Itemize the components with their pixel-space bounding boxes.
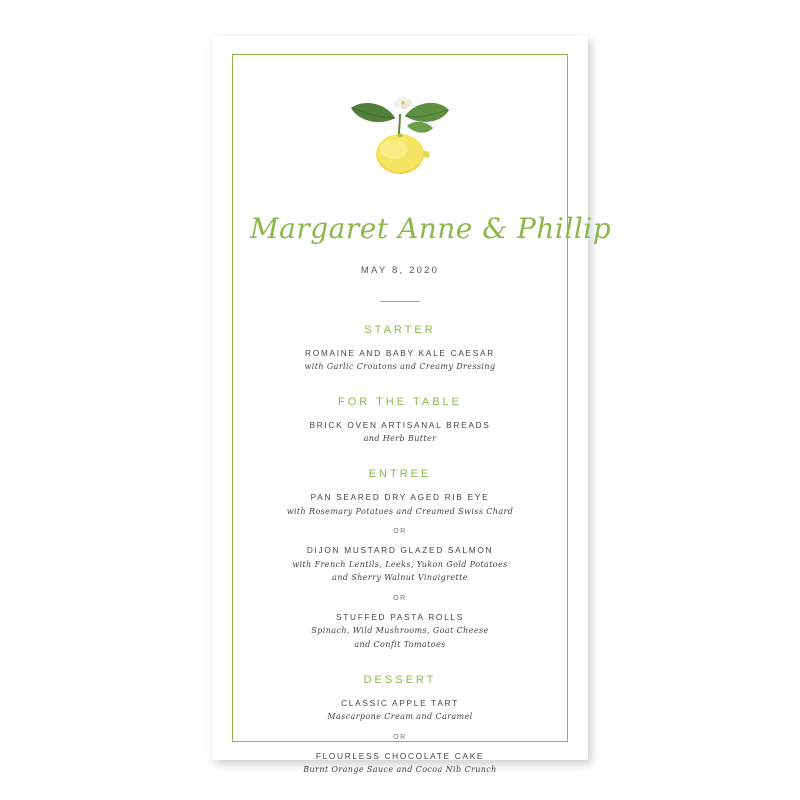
course-starter — [250, 324, 550, 374]
option-separator: OR — [393, 733, 407, 741]
dish-name: FLOURLESS CHOCOLATE CAKE — [315, 750, 485, 761]
dish-description: with Rosemary Potatoes and Creamed Swiss Chard — [286, 506, 514, 516]
dish-description-line2: and Sherry Walnut Vinaigrette — [332, 573, 468, 583]
course-for-the-table — [250, 396, 550, 446]
dish-description: with French Lentils, Leeks, Yukon Gold Potatoes — [292, 559, 508, 569]
dish-description-line2: and Confit Tomatoes — [354, 639, 446, 649]
menu-option — [250, 610, 550, 652]
dish-description: Burnt Orange Sauce and Cocoa Nib Crunch — [303, 765, 497, 775]
couple-names: Margaret Anne & Phillip — [250, 212, 612, 245]
course-title: FOR THE TABLE — [338, 395, 462, 408]
dish-name: BRICK OVEN ARTISANAL BREADS — [309, 419, 491, 430]
course-title: STARTER — [364, 323, 436, 336]
divider-rule — [380, 301, 420, 302]
dish-description: and Herb Butter — [363, 434, 437, 444]
dish-description: Spinach, Wild Mushrooms, Goat Cheese — [311, 626, 489, 636]
card-content — [212, 36, 612, 775]
menu-option — [250, 418, 550, 446]
option-separator: OR — [393, 594, 407, 602]
dish-name: DIJON MUSTARD GLAZED SALMON — [306, 545, 494, 556]
menu-option — [250, 490, 550, 518]
lemon-branch-icon — [345, 88, 455, 180]
dish-name: CLASSIC APPLE TART — [341, 697, 459, 708]
course-title: ENTREE — [368, 468, 432, 481]
course-entree — [250, 468, 550, 652]
dish-name: ROMAINE AND BABY KALE CAESAR — [305, 347, 495, 358]
wedding-date: MAY 8, 2020 — [360, 264, 440, 276]
dish-name: STUFFED PASTA ROLLS — [336, 611, 464, 622]
menu-option — [250, 696, 550, 724]
dish-description: with Garlic Croutons and Creamy Dressing — [304, 362, 496, 372]
course-dessert — [250, 674, 550, 777]
dish-name: PAN SEARED DRY AGED RIB EYE — [310, 492, 490, 503]
option-separator: OR — [393, 528, 407, 536]
menu-option — [250, 749, 550, 777]
dish-description: Mascarpone Cream and Caramel — [327, 712, 473, 722]
menu-option — [250, 543, 550, 585]
wedding-menu-card — [212, 36, 612, 775]
course-title: DESSERT — [363, 673, 437, 686]
menu-option — [250, 346, 550, 374]
